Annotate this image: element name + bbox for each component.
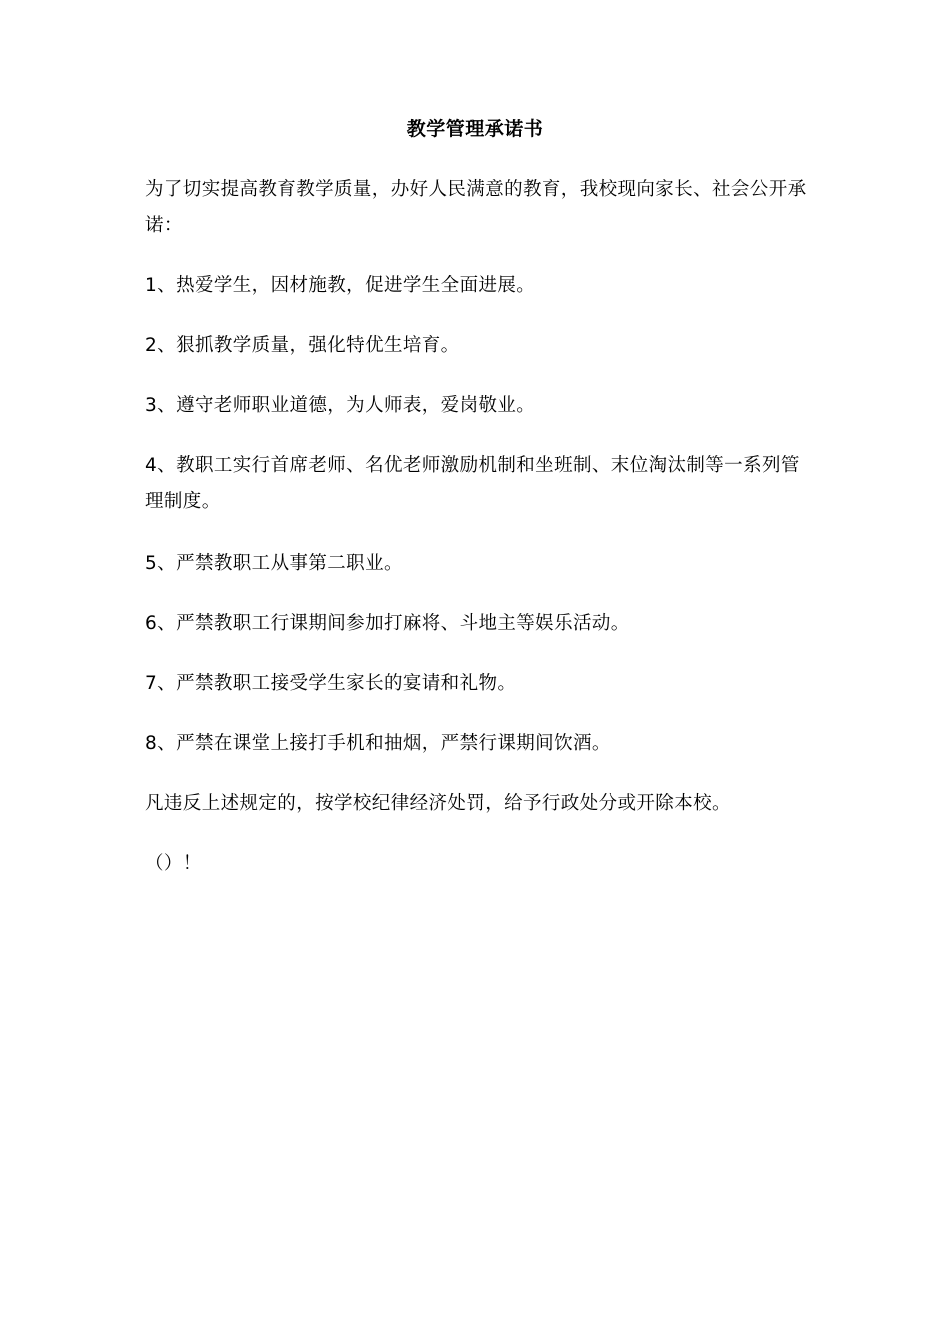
commitment-item-1: 1、热爱学生，因材施教，促进学生全面进展。 bbox=[145, 275, 536, 296]
commitment-item-2: 2、狠抓教学质量，强化特优生培育。 bbox=[145, 335, 460, 356]
ending-line: （）！ bbox=[145, 853, 202, 874]
closing-paragraph: 凡违反上述规定的，按学校纪律经济处罚，给予行政处分或开除本校。 bbox=[145, 793, 731, 814]
commitment-item-6: 6、严禁教职工行课期间参加打麻将、斗地主等娱乐活动。 bbox=[145, 613, 630, 634]
commitment-item-4: 4、教职工实行首席老师、名优老师激励机制和坐班制、末位淘汰制等一系列管理制度。 bbox=[145, 455, 800, 512]
commitment-item-8: 8、严禁在课堂上接打手机和抽烟，严禁行课期间饮酒。 bbox=[145, 733, 611, 754]
commitment-item-7: 7、严禁教职工接受学生家长的宴请和礼物。 bbox=[145, 673, 517, 694]
document-title: 教学管理承诺书 bbox=[406, 118, 544, 140]
commitment-item-3: 3、遵守老师职业道德，为人师表，爱岗敬业。 bbox=[145, 395, 536, 416]
intro-paragraph: 为了切实提高教育教学质量，办好人民满意的教育，我校现向家长、社会公开承诺： bbox=[145, 179, 807, 236]
commitment-item-5: 5、严禁教职工从事第二职业。 bbox=[145, 553, 403, 574]
